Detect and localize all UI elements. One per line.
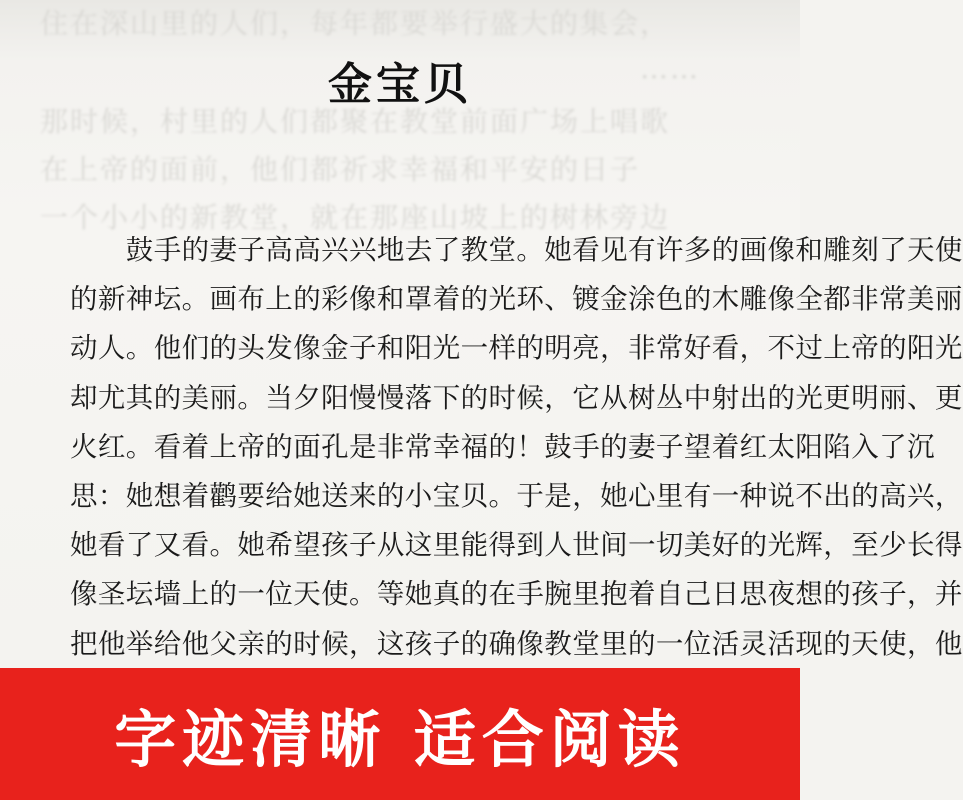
text-line: 把他举给他父亲的时候，这孩子的确像教堂里的一位活灵活现的天使，他 [70,627,963,660]
text-line: 动人。他们的头发像金子和阳光一样的明亮，非常好看，不过上帝的阳光 [70,332,963,365]
text-line: 她看了又看。她希望孩子从这里能得到人世间一切美好的光辉，至少长得 [70,529,963,562]
body-paragraph [70,226,963,669]
text-line: 像圣坛墙上的一位天使。等她真的在手腕里抱着自己日思夜想的孩子，并 [70,578,963,611]
text-line: 鼓手的妻子高高兴兴地去了教堂。她看见有许多的画像和雕刻了天使 [70,234,963,266]
show-through-line: 住在深山里的人们，每年都要举行盛大的集会， [40,7,671,40]
show-through-line: …… [640,52,700,85]
show-through-line: 那时候，村里的人们都聚在教堂前面广场上唱歌 [40,105,671,138]
show-through-line: 在上帝的面前，他们都祈求幸福和平安的日子 [40,153,641,186]
text-line: 的新神坛。画布上的彩像和罩着的光环、镀金涂色的木雕像全都非常美丽 [70,283,963,316]
text-line: 思：她想着鹳要给她送来的小宝贝。于是，她心里有一种说不出的高兴， [70,480,963,513]
text-line: 火红。看着上帝的面孔是非常幸福的！鼓手的妻子望着红太阳陷入了沉 [70,430,935,463]
page-title: 金宝贝 [328,59,472,110]
promo-banner-text: 字迹清晰 适合阅读 [114,702,686,776]
text-line: 却尤其的美丽。当夕阳慢慢落下的时候，它从树丛中射出的光更明丽、更 [70,381,963,414]
promo-banner [0,668,800,800]
show-through-line: 一个小小的新教堂，就在那座山坡上的树林旁边 [40,201,671,234]
